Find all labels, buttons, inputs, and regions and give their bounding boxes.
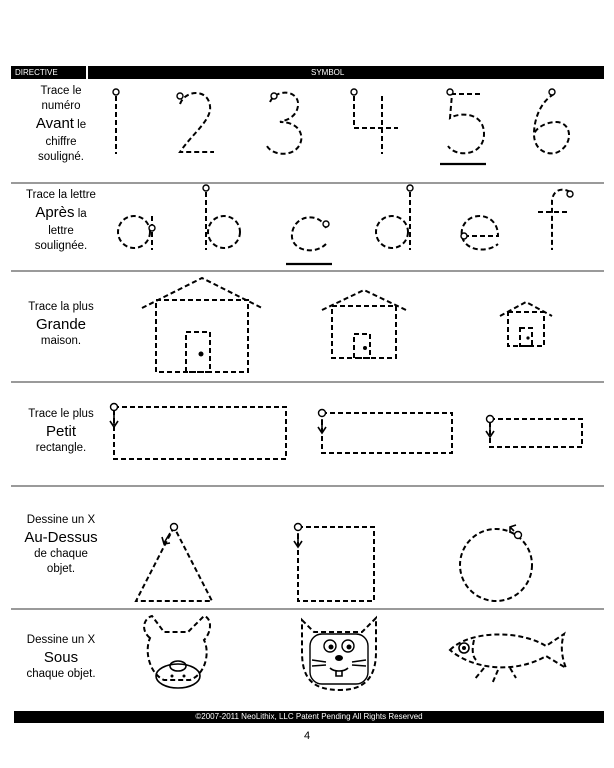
page-number: 4	[303, 730, 311, 742]
circle-shape[interactable]	[460, 525, 532, 601]
directive-animals	[11, 633, 111, 682]
houses-row	[100, 272, 604, 378]
directive-text: rectangle.	[35, 442, 87, 454]
directive-text: Trace le plus	[28, 408, 94, 420]
symbol-column-header: SYMBOL	[311, 68, 345, 77]
letter-d[interactable]	[376, 185, 413, 250]
medium-house[interactable]	[322, 290, 406, 358]
directive-column-header: DIRECTIVE	[15, 68, 58, 77]
directive-keyword: Grande	[35, 316, 87, 333]
directive-keyword-text: Avant	[35, 115, 74, 132]
animals-row	[100, 610, 604, 708]
small-house[interactable]	[500, 302, 552, 346]
directive-keyword: Au-Dessus	[24, 529, 98, 546]
letter-e[interactable]	[461, 216, 498, 250]
directive-text: Trace la lettre	[26, 189, 96, 201]
digit-one[interactable]	[113, 89, 119, 154]
letter-c[interactable]	[286, 217, 332, 264]
letters-row	[100, 184, 604, 268]
copyright-bar: ©2007-2011 NeoLithix, LLC Patent Pending All Rights Reserved	[14, 711, 604, 723]
directive-text: chiffre	[45, 136, 77, 148]
directive-text: maison.	[40, 335, 82, 347]
directive-keyword-text: Après	[35, 204, 75, 221]
digit-six[interactable]	[534, 89, 569, 153]
directive-letters	[11, 188, 111, 254]
large-house[interactable]	[142, 278, 262, 372]
triangle-shape[interactable]	[136, 524, 212, 602]
table-header	[11, 66, 604, 79]
letter-f[interactable]	[538, 190, 573, 250]
large-rectangle[interactable]	[110, 404, 286, 460]
directive-text: Dessine un X	[26, 514, 96, 526]
digit-three[interactable]	[266, 93, 301, 154]
directive-text: souligné.	[37, 151, 85, 163]
directive-text: soulignée.	[34, 240, 88, 252]
rectangles-row	[100, 383, 604, 483]
square-shape[interactable]	[294, 524, 374, 602]
cat-face[interactable]	[302, 618, 376, 690]
fish[interactable]	[450, 634, 566, 684]
directive-text: Dessine un X	[26, 634, 96, 646]
directive-text: la	[74, 208, 87, 220]
header-divider	[86, 66, 88, 79]
directive-keyword: Sous	[43, 649, 79, 666]
directive-text: objet.	[46, 563, 76, 575]
letter-a[interactable]	[118, 216, 155, 250]
directive-keyword	[11, 203, 111, 224]
dog-face[interactable]	[144, 616, 210, 688]
directive-keyword: Petit	[45, 423, 76, 440]
digit-four[interactable]	[351, 89, 398, 154]
directive-text: lettre	[48, 225, 74, 237]
directive-text: Trace la plus	[28, 301, 94, 313]
directive-text: chaque objet.	[26, 668, 96, 680]
digit-two[interactable]	[177, 93, 214, 152]
directive-text: de chaque	[34, 548, 88, 560]
directive-numbers	[11, 84, 111, 165]
directive-shapes	[11, 513, 111, 577]
directive-keyword	[11, 114, 111, 135]
directive-text: Trace le	[40, 85, 82, 97]
directive-houses	[11, 300, 111, 349]
small-rectangle[interactable]	[486, 416, 582, 448]
directive-rectangles	[11, 407, 111, 456]
shapes-row	[100, 487, 604, 605]
directive-text: le	[73, 119, 87, 131]
digit-five[interactable]	[440, 89, 486, 164]
directive-text: numéro	[41, 100, 81, 112]
medium-rectangle[interactable]	[318, 410, 452, 454]
numbers-row	[100, 82, 604, 180]
letter-b[interactable]	[203, 185, 240, 250]
